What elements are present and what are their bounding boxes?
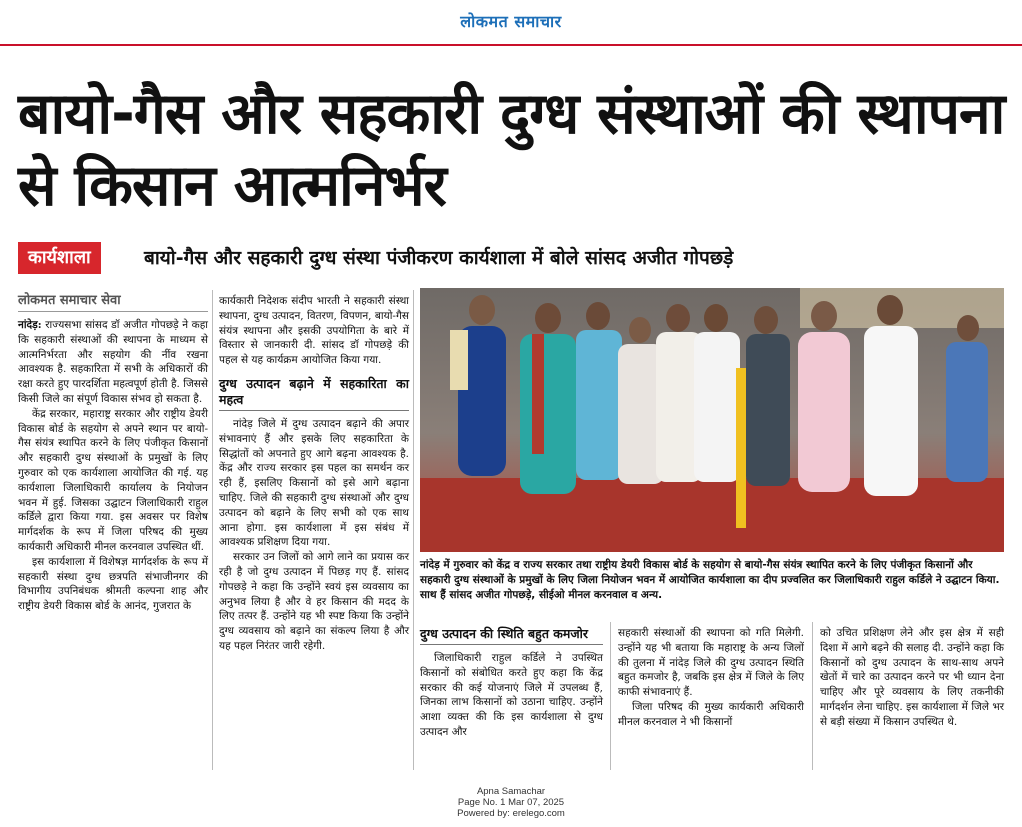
paragraph: नांदेड़: राज्यसभा सांसद डॉ अजीत गोपछड़े ने कहा कि सहकारी संस्थाओं की स्थापना के माध्यम से आत्मनिर्भरता और सहयोग की नींव रखना आवश्यक है. सहकारिता में सभी के अधिकारों की रक्षा करते हुए पारदर्शिता महत्वपूर्ण होती है. जिससे किसी जिले का संपूर्ण विकास संभव हो सकता है. [18,319,208,405]
paragraph: को उचित प्रशिक्षण लेने और इस क्षेत्र में सही दिशा में आगे बढ़ने की सलाह दी. उन्होंने कहा कि किसानों को दुग्ध उत्पादन के साथ-साथ अपने खेतों में चारे का उत्पादन करने पर भी ध्यान देना चाहिए और पूरे व्यवसाय के लिए तकनीकी मार्गदर्शन लेना चाहिए. इस कार्यशाला में जिले भर से बड़ी संख्या में किसान उपस्थित थे. [820,627,1004,728]
column-divider [610,622,611,770]
article-column-5 [820,626,1004,730]
footer-publication: Apna Samachar [476,786,546,797]
section-heading: दुग्ध उत्पादन बढ़ाने में सहकारिता का महत्व [219,376,409,411]
column-divider [812,622,813,770]
byline: लोकमत समाचार सेवा [18,290,208,312]
paragraph: इस कार्यशाला में विशेषज्ञ मार्गदर्शक के रूप में सहकारी संस्था दुग्ध छत्रपति संभाजीनगर की विभागीय उपनिबंधक श्रीमती कल्पना शाह और राष्ट्रीय डेयरी विकास बोर्ड के आनंद, गुजरात के [18,555,208,613]
paragraph: कार्यकारी निदेशक संदीप भारती ने सहकारी संस्था स्थापना, दुग्ध उत्पादन, वितरण, विपणन, बायो-गैस संयंत्र स्थापना और इसकी उपयोगिता के बारे में विस्तार से जानकारी दी. सांसद डॉ गोपछड़े की पहल से यह कार्यक्रम आयोजित किया गया. [219,295,409,367]
page-footer [0,786,1022,819]
section-tag: कार्यशाला [18,242,101,274]
masthead-logo: लोकमत समाचार [460,12,562,31]
paragraph: सहकारी संस्थाओं की स्थापना को गति मिलेगी. उन्होंने यह भी बताया कि महाराष्ट्र के अन्य जिलों की तुलना में नांदेड़ जिले की दुग्ध उत्पादन स्थिति बहुत कमजोर है, जबकि इस क्षेत्र में जिले के लिए काफी संभावनाएं हैं. [618,627,804,699]
paragraph: केंद्र सरकार, महाराष्ट्र सरकार और राष्ट्रीय डेयरी विकास बोर्ड के सहयोग से अपने स्थान पर बायो-गैस संयंत्र स्थापित करने के लिए पंजीकृत किसानों और सहकारी दुग्ध संस्थाओं के प्रमुखों के लिए गुरुवार को एक कार्यशाला आयोजित की गई. यह कार्यशाला जिलाधिकारी कार्यालय के नियोजन भवन में हुई. जिसका उद्घाटन जिलाधिकारी राहुल कर्डिले द्वारा किया गया. इस अवसर पर विशेष मार्गदर्शक के रूप में जिला परिषद की मुख्य कार्यकारी अधिकारी मीनल करनवाल उपस्थित थीं. [18,407,208,553]
dateline: नांदेड़: [18,319,42,331]
column-divider [413,290,414,770]
paragraph: सरकार उन जिलों को आगे लाने का प्रयास कर रही है जो दुग्ध उत्पादन में पिछड़ गए हैं. सांसद गोपछड़े ने कहा कि उन्होंने स्वयं इस व्यवसाय का अनुभव लिया है और वे हर किसान की मदद के लिए तत्पर हैं. उन्होंने यह भी स्पष्ट किया कि उन्होंने दुग्ध व्यवसाय को बढ़ाने का संकल्प लिया है और यह पहल निरंतर जारी रहेगी. [219,551,409,652]
article-column-2 [219,294,409,654]
subheadline-row [18,242,1008,274]
headline: बायो-गैस और सहकारी दुग्ध संस्थाओं की स्थापना से किसान आत्मनिर्भर [18,81,1005,219]
section-heading: दुग्ध उत्पादन की स्थिति बहुत कमजोर [420,626,603,645]
paragraph: जिलाधिकारी राहुल कर्डिले ने उपस्थित किसानों को संबोधित करते हुए कहा कि केंद्र सरकार की कई योजनाएं जिले में उपलब्ध हैं, जिनका लाभ किसानों को उठाना चाहिए. उन्होंने आशा व्यक्त की कि इस कार्यशाला से दुग्ध उत्पादन और [420,652,603,738]
paragraph: नांदेड़ जिले में दुग्ध उत्पादन बढ़ाने की अपार संभावनाएं हैं और इसके लिए सहकारिता के सिद्धांतों को अपनाते हुए आगे बढ़ना आवश्यक है. केंद्र और राज्य सरकार इस पहल का समर्थन कर रही हैं, इसलिए किसानों को इसे आगे बढ़ाना चाहिए. जिले की सहकारी दुग्ध संस्थाओं और दुग्ध उत्पादन को बढ़ाने के लिए सभी को एक साथ आना होगा. इस कार्यशाला में इस संबंध में आवश्यक प्रशिक्षण दिया गया. [219,417,409,549]
footer-page-date: Page No. 1 Mar 07, 2025 [457,797,565,808]
article-column-1 [18,318,208,614]
top-rule [0,44,1022,46]
column-divider [212,290,213,770]
photo-caption: नांदेड़ में गुरुवार को केंद्र व राज्य सरकार तथा राष्ट्रीय डेयरी विकास बोर्ड के सहयोग से बायो-गैस संयंत्र स्थापित करने के लिए पंजीकृत किसानों और सहकारी दुग्ध संस्थाओं के प्रमुखों के लिए जिला नियोजन भवन में आयोजित कार्यशाला का दीप प्रज्वलित कर जिलाधिकारी राहुल कर्डिले ने उद्घाटन किया. साथ हैं सांसद अजीत गोपछड़े, सीईओ मीनल करनवाल व अन्य. [420,559,1000,601]
photo-illustration [420,288,1004,552]
article-column-3 [420,618,603,740]
paragraph: जिला परिषद की मुख्य कार्यकारी अधिकारी मीनल करनवाल ने भी किसानों [618,700,804,728]
subheadline: बायो-गैस और सहकारी दुग्ध संस्था पंजीकरण कार्यशाला में बोले सांसद अजीत गोपछड़े [144,247,734,269]
footer-powered-by: Powered by: erelego.com [457,808,565,819]
event-photo [420,288,1004,552]
masthead [0,0,1022,40]
article-column-4 [618,626,804,730]
